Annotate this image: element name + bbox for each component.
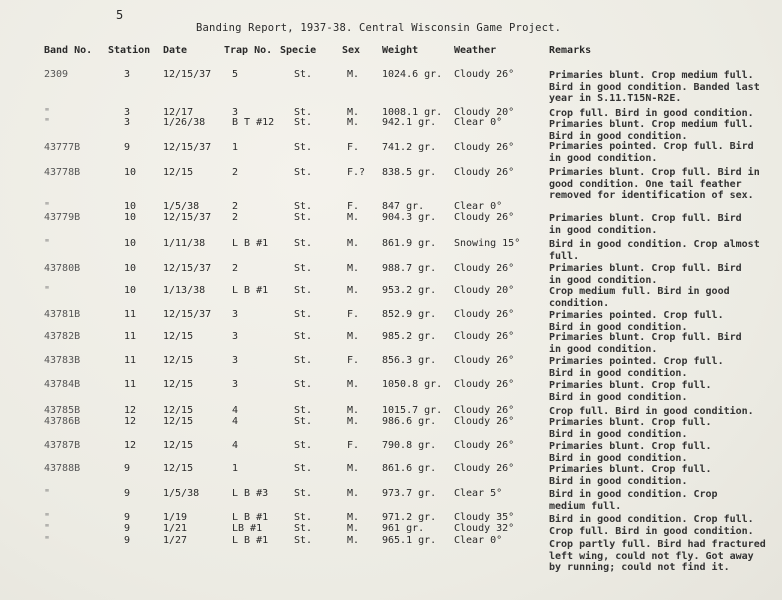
cell-station: 11 (124, 309, 137, 320)
cell-band-no: " (44, 285, 51, 296)
cell-weather: Cloudy 26° (454, 463, 515, 474)
cell-date: 12/15 (163, 379, 194, 390)
cell-band-no: " (44, 523, 51, 534)
cell-sex: M. (347, 238, 360, 249)
cell-station: 9 (124, 463, 131, 474)
cell-band-no: " (44, 117, 51, 128)
cell-trap-no: L B #1 (232, 285, 269, 296)
cell-band-no: 43778B (44, 167, 81, 178)
cell-date: 1/5/38 (163, 201, 200, 212)
cell-station: 10 (124, 263, 137, 274)
cell-station: 12 (124, 440, 137, 451)
cell-station: 3 (124, 117, 131, 128)
cell-trap-no: 2 (232, 201, 239, 212)
cell-weather: Cloudy 26° (454, 142, 515, 153)
cell-station: 11 (124, 379, 137, 390)
cell-weight: 965.1 gr. (382, 535, 437, 546)
cell-weather: Cloudy 20° (454, 285, 515, 296)
cell-band-no: 43781B (44, 309, 81, 320)
cell-weather: Cloudy 26° (454, 331, 515, 342)
header-station: Station (108, 45, 151, 56)
remark-text: Primaries pointed. Crop full. Bird in good condition. (549, 310, 724, 333)
cell-weight: 856.3 gr. (382, 355, 437, 366)
cell-trap-no: LB #1 (232, 523, 263, 534)
cell-date: 12/15/37 (163, 69, 212, 80)
cell-date: 12/15 (163, 416, 194, 427)
remark-text: Primaries blunt. Crop full. Bird in good condition. (549, 380, 712, 403)
cell-weather: Clear 5° (454, 488, 503, 499)
cell-sex: M. (347, 107, 360, 118)
cell-station: 11 (124, 331, 137, 342)
cell-specie: St. (294, 201, 313, 212)
cell-weight: 961 gr. (382, 523, 425, 534)
cell-trap-no: L B #3 (232, 488, 269, 499)
cell-station: 12 (124, 416, 137, 427)
cell-date: 1/26/38 (163, 117, 206, 128)
cell-date: 1/11/38 (163, 238, 206, 249)
cell-sex: M. (347, 69, 360, 80)
cell-trap-no: 1 (232, 463, 239, 474)
cell-band-no: 43780B (44, 263, 81, 274)
cell-band-no: 43783B (44, 355, 81, 366)
cell-band-no: 43784B (44, 379, 81, 390)
cell-band-no: 43786B (44, 416, 81, 427)
remark-text: Crop full. Bird in good condition. (549, 108, 754, 119)
cell-weight: 1050.8 gr. (382, 379, 443, 390)
cell-trap-no: 2 (232, 263, 239, 274)
cell-weather: Clear 0° (454, 535, 503, 546)
cell-date: 12/17 (163, 107, 194, 118)
remark-text: Primaries blunt. Crop full. Bird in good condition. (549, 263, 742, 286)
cell-sex: M. (347, 331, 360, 342)
remark-text: Bird in good condition. Crop full. (549, 514, 754, 525)
cell-specie: St. (294, 212, 313, 223)
cell-band-no: " (44, 107, 51, 118)
cell-sex: M. (347, 523, 360, 534)
cell-specie: St. (294, 523, 313, 534)
cell-weather: Cloudy 26° (454, 379, 515, 390)
cell-station: 10 (124, 167, 137, 178)
cell-specie: St. (294, 285, 313, 296)
cell-specie: St. (294, 117, 313, 128)
cell-trap-no: 2 (232, 167, 239, 178)
cell-specie: St. (294, 238, 313, 249)
header-weight: Weight (382, 45, 419, 56)
cell-specie: St. (294, 405, 313, 416)
cell-weight: 838.5 gr. (382, 167, 437, 178)
cell-date: 1/27 (163, 535, 188, 546)
cell-specie: St. (294, 416, 313, 427)
cell-specie: St. (294, 463, 313, 474)
remark-text: Crop full. Bird in good condition. (549, 406, 754, 417)
cell-station: 11 (124, 355, 137, 366)
cell-weight: 973.7 gr. (382, 488, 437, 499)
cell-date: 12/15 (163, 463, 194, 474)
cell-weather: Clear 0° (454, 201, 503, 212)
cell-specie: St. (294, 488, 313, 499)
remark-text: Primaries blunt. Crop medium full. Bird in good condition. Banded last year in S.11.T15N-R2E. (549, 70, 760, 104)
cell-sex: F. (347, 142, 360, 153)
cell-weather: Cloudy 26° (454, 212, 515, 223)
cell-weight: 986.6 gr. (382, 416, 437, 427)
cell-weather: Clear 0° (454, 117, 503, 128)
cell-station: 9 (124, 488, 131, 499)
cell-trap-no: L B #1 (232, 535, 269, 546)
cell-band-no: " (44, 535, 51, 546)
cell-trap-no: 4 (232, 440, 239, 451)
header-remarks: Remarks (549, 45, 592, 56)
cell-trap-no: 2 (232, 212, 239, 223)
cell-trap-no: 3 (232, 379, 239, 390)
cell-band-no: " (44, 488, 51, 499)
cell-station: 3 (124, 107, 131, 118)
cell-date: 12/15/37 (163, 309, 212, 320)
cell-weight: 1008.1 gr. (382, 107, 443, 118)
cell-date: 12/15 (163, 440, 194, 451)
report-title: Banding Report, 1937-38. Central Wisconsin Game Project. (196, 22, 562, 34)
cell-trap-no: 4 (232, 416, 239, 427)
cell-specie: St. (294, 535, 313, 546)
cell-band-no: 2309 (44, 69, 69, 80)
cell-sex: M. (347, 463, 360, 474)
remark-text: Primaries blunt. Crop full. Bird in good condition. (549, 441, 712, 464)
cell-weight: 971.2 gr. (382, 512, 437, 523)
cell-weight: 988.7 gr. (382, 263, 437, 274)
cell-weight: 790.8 gr. (382, 440, 437, 451)
cell-date: 12/15 (163, 331, 194, 342)
remark-text: Crop full. Bird in good condition. (549, 526, 754, 537)
cell-trap-no: 3 (232, 107, 239, 118)
cell-date: 12/15/37 (163, 263, 212, 274)
cell-specie: St. (294, 379, 313, 390)
cell-date: 1/13/38 (163, 285, 206, 296)
cell-sex: F. (347, 355, 360, 366)
cell-weather: Cloudy 26° (454, 355, 515, 366)
cell-sex: M. (347, 416, 360, 427)
cell-date: 12/15/37 (163, 142, 212, 153)
cell-weather: Cloudy 26° (454, 440, 515, 451)
cell-specie: St. (294, 142, 313, 153)
cell-station: 9 (124, 535, 131, 546)
cell-trap-no: 3 (232, 331, 239, 342)
cell-station: 12 (124, 405, 137, 416)
cell-weight: 1024.6 gr. (382, 69, 443, 80)
cell-weight: 953.2 gr. (382, 285, 437, 296)
remark-text: Primaries pointed. Crop full. Bird in good condition. (549, 356, 724, 379)
cell-date: 1/21 (163, 523, 188, 534)
cell-specie: St. (294, 440, 313, 451)
remark-text: Primaries blunt. Crop full. Bird in good condition. (549, 332, 742, 355)
header-sex: Sex (342, 45, 361, 56)
remark-text: Primaries blunt. Crop full. Bird in good condition. (549, 417, 712, 440)
cell-weight: 852.9 gr. (382, 309, 437, 320)
cell-sex: M. (347, 263, 360, 274)
cell-trap-no: L B #1 (232, 238, 269, 249)
header-weather: Weather (454, 45, 497, 56)
cell-sex: M. (347, 512, 360, 523)
cell-sex: M. (347, 488, 360, 499)
cell-specie: St. (294, 512, 313, 523)
remark-text: Primaries blunt. Crop full. Bird in good condition. One tail feather removed for identification of sex. (549, 167, 760, 201)
cell-weight: 741.2 gr. (382, 142, 437, 153)
cell-weight: 942.1 gr. (382, 117, 437, 128)
cell-sex: F. (347, 309, 360, 320)
remark-text: Primaries blunt. Crop full. Bird in good condition. (549, 213, 742, 236)
cell-specie: St. (294, 107, 313, 118)
cell-specie: St. (294, 263, 313, 274)
cell-sex: F. (347, 440, 360, 451)
cell-trap-no: 3 (232, 309, 239, 320)
cell-date: 12/15/37 (163, 212, 212, 223)
remark-text: Primaries pointed. Crop full. Bird in good condition. (549, 141, 754, 164)
cell-weight: 861.9 gr. (382, 238, 437, 249)
cell-weather: Cloudy 26° (454, 69, 515, 80)
cell-station: 9 (124, 512, 131, 523)
remark-text: Bird in good condition. Crop almost full. (549, 239, 760, 262)
cell-date: 12/15 (163, 167, 194, 178)
cell-date: 12/15 (163, 405, 194, 416)
cell-band-no: 43787B (44, 440, 81, 451)
cell-trap-no: B T #12 (232, 117, 275, 128)
cell-specie: St. (294, 69, 313, 80)
cell-weight: 904.3 gr. (382, 212, 437, 223)
header-specie: Specie (280, 45, 317, 56)
cell-weight: 847 gr. (382, 201, 425, 212)
remark-text: Crop partly full. Bird had fractured left wing, could not fly. Got away by running; could not find it. (549, 539, 766, 573)
cell-band-no: " (44, 512, 51, 523)
cell-trap-no: 1 (232, 142, 239, 153)
page-number: 5 (116, 8, 124, 22)
cell-date: 1/5/38 (163, 488, 200, 499)
cell-band-no: 43779B (44, 212, 81, 223)
cell-weather: Cloudy 26° (454, 167, 515, 178)
cell-sex: M. (347, 405, 360, 416)
cell-trap-no: 4 (232, 405, 239, 416)
header-date: Date (163, 45, 188, 56)
cell-specie: St. (294, 355, 313, 366)
remark-text: Primaries blunt. Crop full. Bird in good condition. (549, 464, 712, 487)
cell-weather: Cloudy 26° (454, 405, 515, 416)
remark-text: Crop medium full. Bird in good condition. (549, 286, 730, 309)
cell-date: 1/19 (163, 512, 188, 523)
cell-band-no: " (44, 201, 51, 212)
cell-trap-no: L B #1 (232, 512, 269, 523)
cell-station: 10 (124, 212, 137, 223)
cell-sex: M. (347, 535, 360, 546)
cell-band-no: 43777B (44, 142, 81, 153)
cell-weather: Cloudy 26° (454, 309, 515, 320)
cell-sex: M. (347, 117, 360, 128)
cell-station: 9 (124, 523, 131, 534)
cell-weather: Cloudy 26° (454, 263, 515, 274)
cell-station: 3 (124, 69, 131, 80)
cell-station: 9 (124, 142, 131, 153)
cell-band-no: 43788B (44, 463, 81, 474)
cell-weather: Cloudy 26° (454, 416, 515, 427)
cell-station: 10 (124, 285, 137, 296)
cell-specie: St. (294, 167, 313, 178)
cell-weather: Cloudy 32° (454, 523, 515, 534)
cell-band-no: 43785B (44, 405, 81, 416)
cell-weight: 985.2 gr. (382, 331, 437, 342)
cell-sex: M. (347, 212, 360, 223)
cell-sex: F. (347, 201, 360, 212)
cell-band-no: " (44, 238, 51, 249)
cell-specie: St. (294, 331, 313, 342)
cell-trap-no: 5 (232, 69, 239, 80)
cell-weather: Cloudy 20° (454, 107, 515, 118)
cell-station: 10 (124, 238, 137, 249)
cell-date: 12/15 (163, 355, 194, 366)
cell-sex: M. (347, 285, 360, 296)
cell-weather: Snowing 15° (454, 238, 521, 249)
header-trap-no: Trap No. (224, 45, 273, 56)
cell-weather: Cloudy 35° (454, 512, 515, 523)
cell-trap-no: 3 (232, 355, 239, 366)
cell-specie: St. (294, 309, 313, 320)
cell-station: 10 (124, 201, 137, 212)
cell-weight: 1015.7 gr. (382, 405, 443, 416)
header-band-no: Band No. (44, 45, 93, 56)
cell-sex: M. (347, 379, 360, 390)
cell-weight: 861.6 gr. (382, 463, 437, 474)
cell-band-no: 43782B (44, 331, 81, 342)
remark-text: Primaries blunt. Crop medium full. Bird in good condition. (549, 119, 754, 142)
remark-text: Bird in good condition. Crop medium full. (549, 489, 718, 512)
cell-sex: F.? (347, 167, 366, 178)
